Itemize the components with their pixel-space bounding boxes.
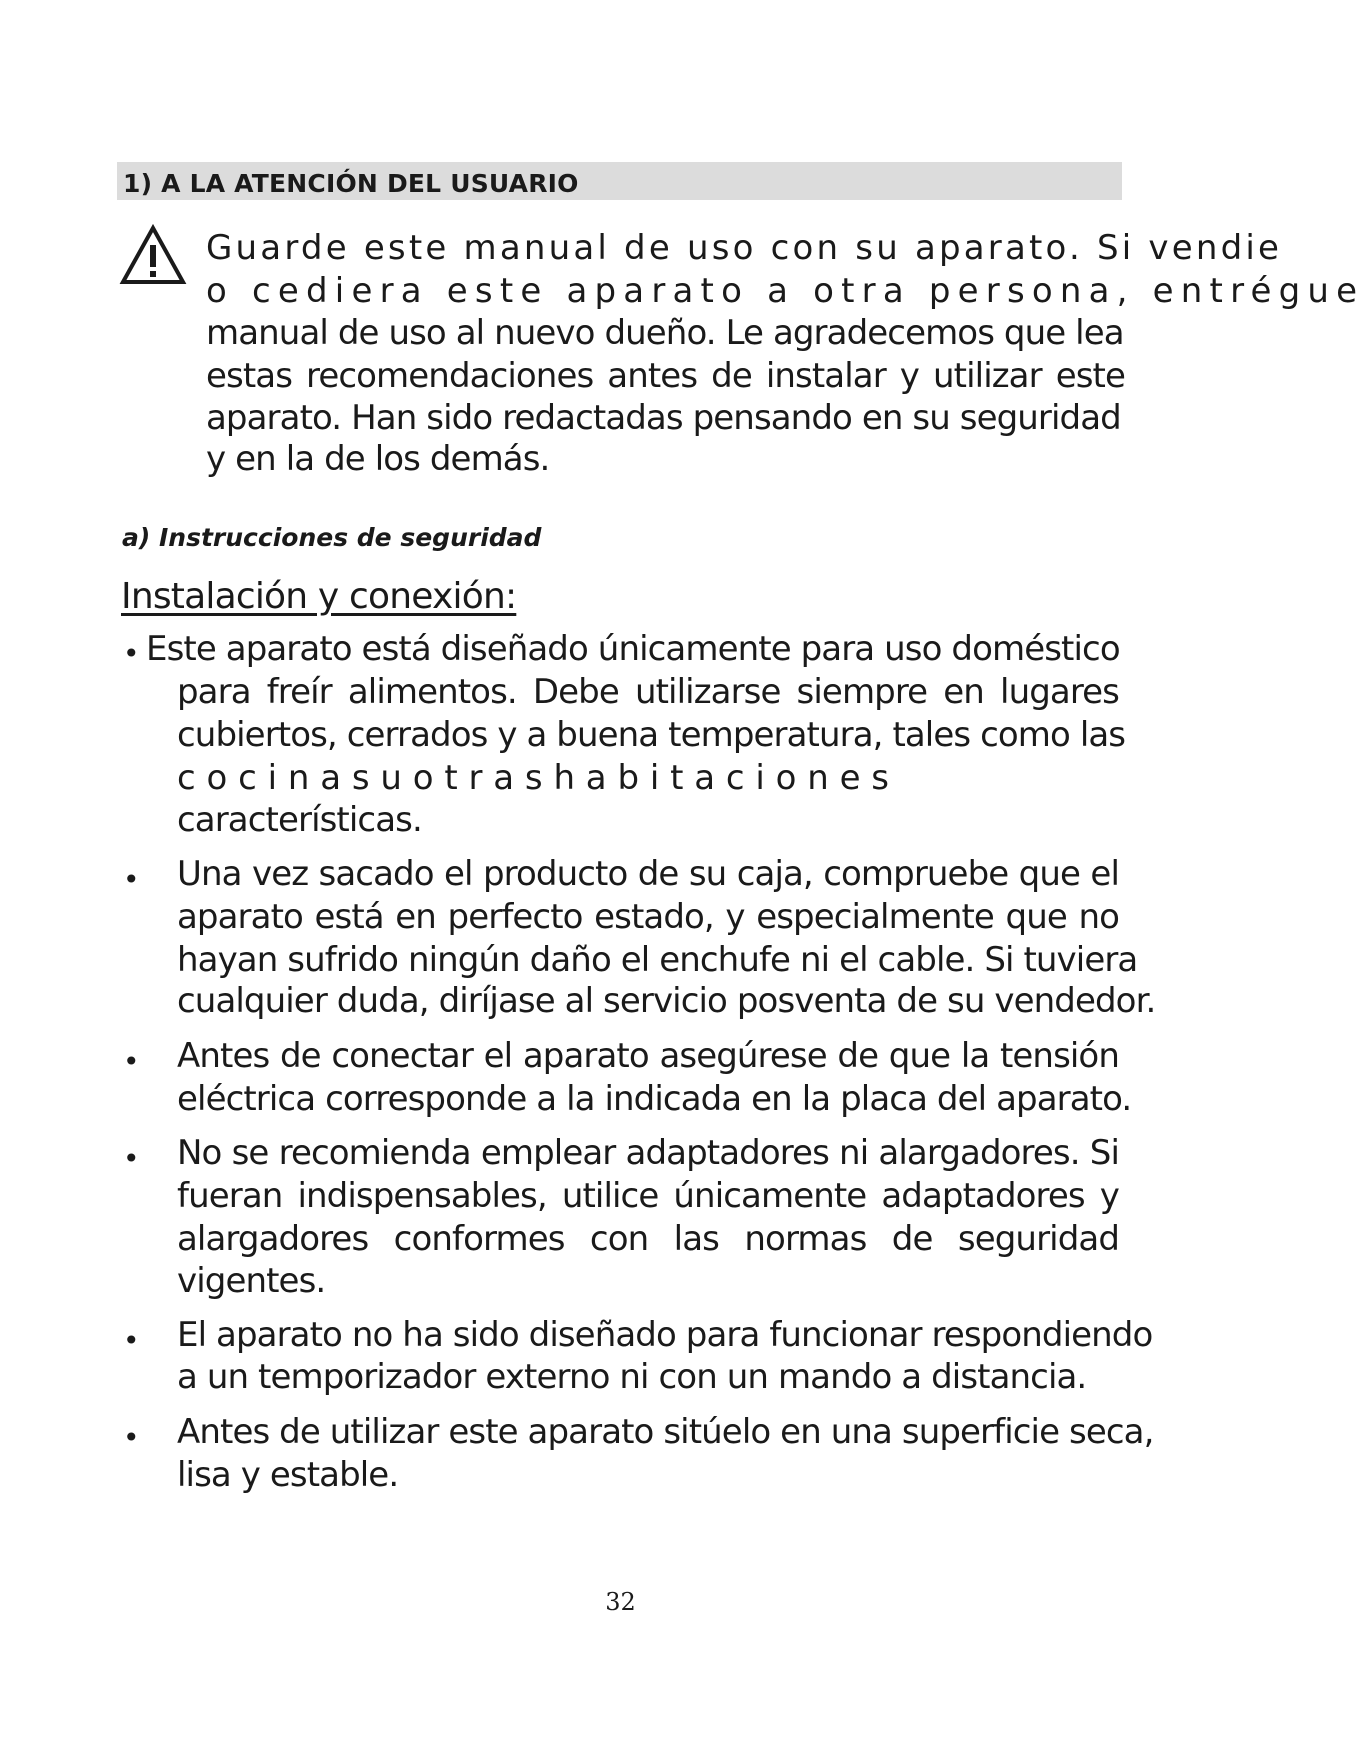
bullet-5-line-1: El aparato no ha sido diseñado para funcionar respondiendo: [177, 1315, 1153, 1355]
bullet-2-line-1: Una vez sacado el producto de su caja, compruebe que el: [177, 854, 1119, 894]
bullet-1-line-5: características.: [177, 800, 422, 840]
bullet-3-line-1: Antes de conectar el aparato asegúrese de que la tensión: [177, 1036, 1119, 1076]
warning-line-5: aparato. Han sido redactadas pensando en su seguridad: [206, 398, 1121, 438]
bullet-1-line-3: cubiertos, cerrados y a buena temperatura, tales como las: [177, 715, 1126, 755]
bullet-3-line-2: eléctrica corresponde a la indicada en la placa del aparato.: [177, 1079, 1132, 1119]
bullet-4-line-3: alargadores conformes con las normas de seguridad: [177, 1219, 1119, 1259]
bullet-marker: •: [123, 1045, 140, 1078]
bullet-marker: •: [123, 1324, 140, 1357]
topic-title: Instalación y conexión:: [121, 576, 517, 617]
bullet-4-line-1: No se recomienda emplear adaptadores ni alargadores. Si: [177, 1133, 1119, 1173]
bullet-6-line-1: Antes de utilizar este aparato sitúelo en una superficie seca,: [177, 1412, 1154, 1452]
warning-line-6: y en la de los demás.: [206, 439, 550, 479]
section-header-bar: [117, 162, 1122, 200]
bullet-1-line-1: Este aparato está diseñado únicamente para uso doméstico: [146, 629, 1120, 669]
section-title: 1) A LA ATENCIÓN DEL USUARIO: [123, 169, 579, 198]
bullet-2-line-3: hayan sufrido ningún daño el enchufe ni el cable. Si tuviera: [177, 940, 1138, 980]
bullet-4-line-4: vigentes.: [177, 1261, 326, 1301]
bullet-1-line-2: para freír alimentos. Debe utilizarse siempre en lugares: [177, 672, 1119, 712]
bullet-marker: •: [123, 863, 140, 896]
subsection-title: a) Instrucciones de seguridad: [122, 523, 542, 552]
warning-line-2: o cediera este aparato a otra persona, entrégue: [206, 271, 1364, 311]
warning-line-4: estas recomendaciones antes de instalar y utilizar este: [206, 356, 1125, 396]
bullet-5-line-2: a un temporizador externo ni con un mando a distancia.: [177, 1357, 1087, 1397]
page-number: 32: [605, 1588, 636, 1616]
warning-triangle-icon: [120, 224, 186, 286]
bullet-6-line-2: lisa y estable.: [177, 1455, 399, 1495]
bullet-marker: •: [123, 1142, 140, 1175]
warning-line-3: manual de uso al nuevo dueño. Le agradecemos que lea: [206, 313, 1124, 353]
bullet-2-line-4: cualquier duda, diríjase al servicio posventa de su vendedor.: [177, 981, 1156, 1021]
bullet-marker: •: [123, 1421, 140, 1454]
bullet-marker: •: [123, 637, 140, 670]
bullet-2-line-2: aparato está en perfecto estado, y especialmente que no: [177, 897, 1119, 937]
warning-line-1: Guarde este manual de uso con su aparato. Si vendie: [206, 228, 1283, 268]
bullet-4-line-2: fueran indispensables, utilice únicamente adaptadores y: [177, 1176, 1119, 1216]
bullet-1-line-4: c o c i n a s u o t r a s h a b i t a c i o n e s: [177, 758, 890, 798]
